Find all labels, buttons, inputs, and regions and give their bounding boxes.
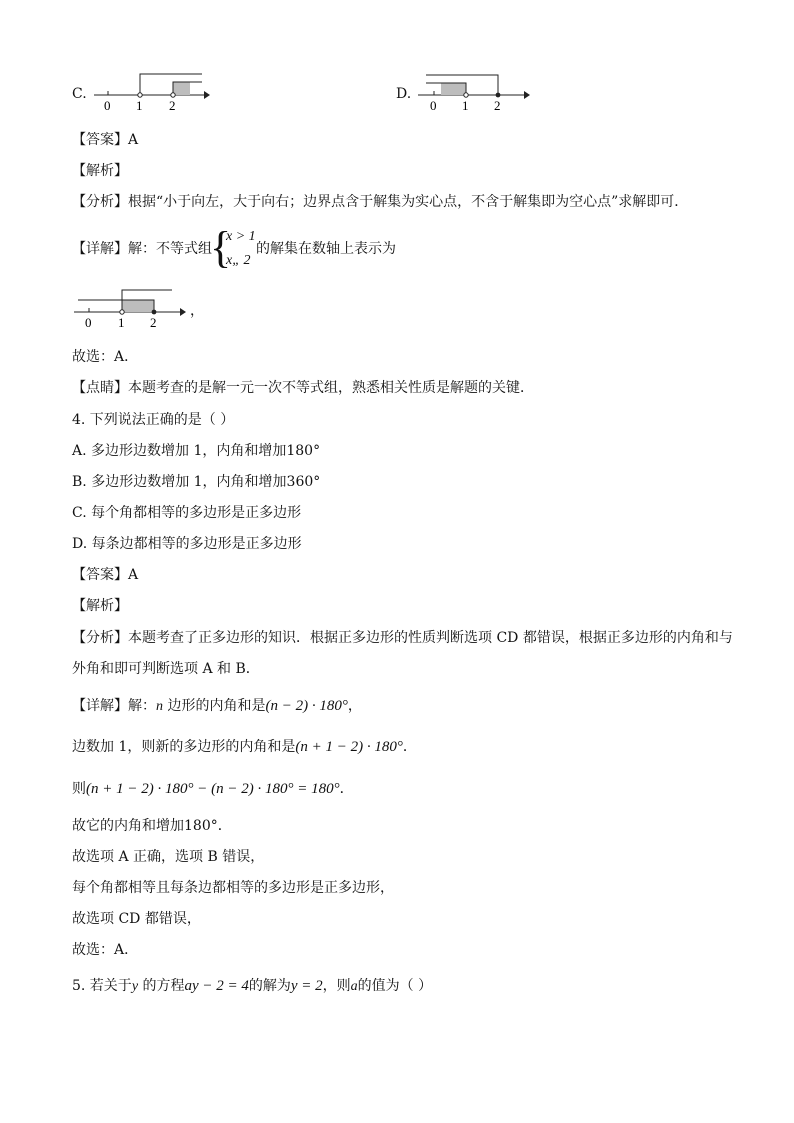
q4-detail-line-1 [72,697,362,716]
q5-question [72,977,432,996]
solid-point-2 [496,93,501,98]
overlap-region [173,82,190,95]
q4-option-a: A. 多边形边数增加 1，内角和增加180° [72,443,321,459]
q3-analysis: 【分析】根据“小于向左，大于向右；边界点含于解集为实心点，不含于解集即为空心点”求解即可． [72,194,689,210]
axis-arrow [524,91,530,99]
solution-region [122,300,154,312]
q5-solution: y = 2 [290,978,323,994]
q4-option-d: D. 每条边都相等的多边形是正多边形 [72,536,302,552]
q4-analysis-line-1: 【分析】本题考查了正多边形的知识．根据正多边形的性质判断选项 CD 都错误，根据正多边形的内角和与 [72,630,733,646]
tick-label-2: 2 [169,98,176,112]
q4-option-c: C. 每个角都相等的多边形是正多边形 [72,505,302,521]
hollow-point-2 [171,93,175,97]
q3-answer: 【答案】A [72,132,139,148]
q4-detail-line-7: 故选项 CD 都错误， [72,911,201,927]
hollow-point-1 [138,93,142,97]
q5-mid-1: 的方程 [138,978,185,994]
detail-end: ， [347,698,362,714]
q4-detail-line-4: 故它的内角和增加180°． [72,818,232,834]
q5-equation: ay − 2 = 4 [184,978,249,994]
q4-option-b: B. 多边形边数增加 1，内角和增加360° [72,474,321,490]
q4-jiexi-heading: 【解析】 [72,598,128,614]
detail-prefix: 则 [72,781,86,797]
q4-detail-line-5: 故选项 A 正确，选项 B 错误， [72,849,265,865]
detail-end: ． [402,739,417,755]
solution-number-line [72,284,192,330]
axis-arrow [204,91,210,99]
tick-label-1: 1 [462,98,469,112]
q5-mid-2: 的解为 [248,978,291,994]
detail-mid: 边形的内角和是 [163,698,266,714]
q4-detail-line-3 [72,780,354,798]
option-c-label: C. [72,86,87,102]
hollow-point-1 [120,310,124,314]
detail-end: ． [339,781,354,797]
q5-prefix: 5. 若关于 [72,978,132,994]
hollow-point-1 [464,93,468,97]
q4-detail-line-2 [72,738,417,756]
interior-angle-formula: (n − 2) · 180° [265,698,348,714]
system-line-1: x > 1 [226,229,256,244]
q3-comment: 【点睛】本题考查的是解一元一次不等式组，熟悉相关性质是解题的关键． [72,380,534,396]
overlap-region [441,83,466,95]
var-a: a [350,979,358,994]
axis-arrow [180,308,186,316]
new-polygon-formula: (n + 1 − 2) · 180° [295,739,403,755]
tick-label-0: 0 [430,98,437,112]
system-brace: { [210,223,232,272]
difference-formula: (n + 1 − 2) · 180° − (n − 2) · 180° = 180° [86,781,340,797]
option-c-number-line [92,70,212,112]
q5-mid-3: ，则 [322,978,351,994]
q3-detail-prefix: 【详解】解：不等式组 [72,241,212,257]
detail-prefix: 【详解】解： [72,698,156,714]
option-d-number-line [416,70,536,112]
q4-analysis-line-2: 外角和即可判断选项 A 和 B． [72,661,260,677]
tick-label-0: 0 [85,315,92,330]
solid-point-2 [152,310,157,315]
ray-greater-than-1 [140,74,202,95]
q5-suffix: 的值为（ ） [357,978,433,994]
option-d-label: D. [396,86,412,102]
figure-comma: ， [190,303,204,319]
tick-label-2: 2 [150,315,157,330]
q4-conclusion: 故选：A． [72,942,139,958]
q4-question: 4. 下列说法正确的是（ ） [72,412,235,428]
var-y: y [131,979,139,994]
tick-label-1: 1 [136,98,143,112]
var-n: n [156,699,163,714]
q3-conclusion: 故选：A． [72,349,139,365]
tick-label-0: 0 [104,98,111,112]
q3-detail-suffix: 的解集在数轴上表示为 [256,241,396,257]
q3-jiexi-heading: 【解析】 [72,163,128,179]
system-line-2: x„ 2 [226,253,251,268]
tick-label-1: 1 [118,315,125,330]
detail-prefix: 边数加 1，则新的多边形的内角和是 [72,739,296,755]
q4-answer: 【答案】A [72,567,139,583]
tick-label-2: 2 [494,98,501,112]
q4-detail-line-6: 每个角都相等且每条边都相等的多边形是正多边形， [72,880,394,896]
